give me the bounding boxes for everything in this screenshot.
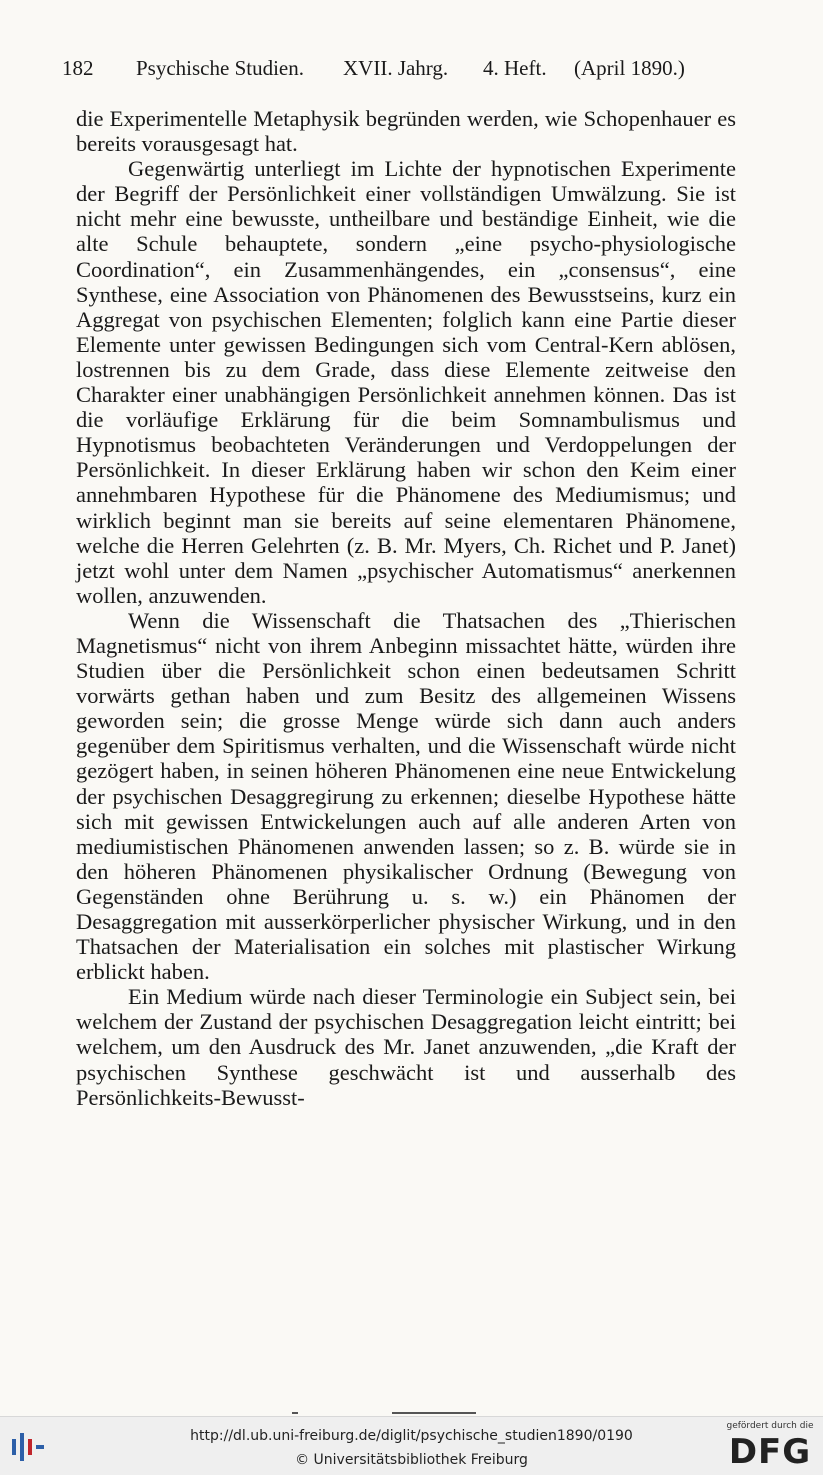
copyright-notice: © Universitätsbibliothek Freiburg (295, 1452, 528, 1468)
journal-title: Psychische Studien. (136, 56, 304, 80)
funding-note: gefördert durch die (726, 1421, 814, 1431)
page-number: 182 (62, 56, 94, 80)
paragraph-2: Gegenwärtig unterliegt im Lichte der hypnotischen Experimente der Begriff der Persönlichkeit einer vollständigen Umwälzung. Sie ist nicht mehr eine bewusste, untheilbare und beständige Einheit, wie die alte Schule behauptete, sondern „eine psycho-physiologische Coordination“, ein Zusammenhängendes, ein „consensus“, eine Synthese, eine Association von Phänomenen des Bewusstseins, kurz ein Aggregat von psychischen Elementen; folglich kann eine Partie dieser Elemente unter gewissen Bedingungen sich vom Central-Kern ablösen, lostrennen bis zu dem Grade, dass diese Elemente zeitweise den Charakter einer unabhängigen Persönlichkeit annehmen können. Das ist die vorläufige Erklärung für die beim Somnambulismus und Hypnotismus beobachteten Veränderungen und Verdoppelungen der Persönlichkeit. In dieser Erklärung haben wir schon den Keim einer annehmbaren Hypothese für die Phänomene des Mediumismus; und wirklich beginnt man sie bereits auf seine elementaren Phänomene, welche die Herren Gelehrten (z. B. Mr. Myers, Ch. Richet und P. Janet) jetzt wohl unter dem Namen „psychischer Automatismus“ anerkennen wollen, anzuwenden. (76, 156, 736, 608)
paragraph-4: Ein Medium würde nach dieser Terminologie ein Subject sein, bei welchem der Zustand der psychischen Desaggregation leicht eintritt; bei welchem, um den Ausdruck des Mr. Janet anzuwenden, „die Kraft der psychischen Synthese geschwächt ist und ausserhalb des Persönlichkeits-Bewusst- (76, 984, 736, 1110)
paragraph-3: Wenn die Wissenschaft die Thatsachen des „Thierischen Magnetismus“ nicht von ihrem Anbeginn missachtet hätte, würden ihre Studien über die Persönlichkeit schon einen bedeutsamen Schritt vorwärts gethan haben und zum Besitz des allgemeinen Wissens geworden sein; die grosse Menge würde sich dann auch anders gegenüber dem Spiritismus verhalten, und die Wissenschaft würde nicht gezögert haben, in seinen höheren Phänomenen eine neue Entwickelung der psychischen Desaggregirung zu erkennen; dieselbe Hypothese hätte sich mit gewissen Entwickelungen auch auf alle anderen Arten von mediumistischen Phänomenen anwenden lassen; so z. B. würde sie in den höheren Phänomenen physikalischer Ordnung (Bewegung von Gegenständen ohne Berührung u. s. w.) ein Phänomen der Desaggregation mit ausserkörperlicher physischer Wirkung, und in den Thatsachen der Materialisation ein solches mit plastischer Wirkung erblickt haben. (76, 607, 736, 985)
dfg-badge (724, 1421, 816, 1473)
body-text (76, 106, 736, 1110)
date-label: (April 1890.) (574, 56, 685, 80)
footer-bar (0, 1416, 823, 1475)
volume-label: XVII. Jahrg. (343, 56, 449, 80)
running-header (62, 56, 702, 86)
issue-label: 4. Heft. (483, 56, 547, 80)
scan-rule (392, 1412, 476, 1414)
paragraph-1: die Experimentelle Metaphysik begründen werden, wie Schopenhauer es bereits vorausgesagt hat. (76, 106, 736, 157)
dfg-logo-icon: DFG (728, 1432, 812, 1472)
scan-mark (292, 1412, 298, 1414)
source-url[interactable]: http://dl.ub.uni-freiburg.de/diglit/psychische_studien1890/0190 (190, 1428, 633, 1444)
